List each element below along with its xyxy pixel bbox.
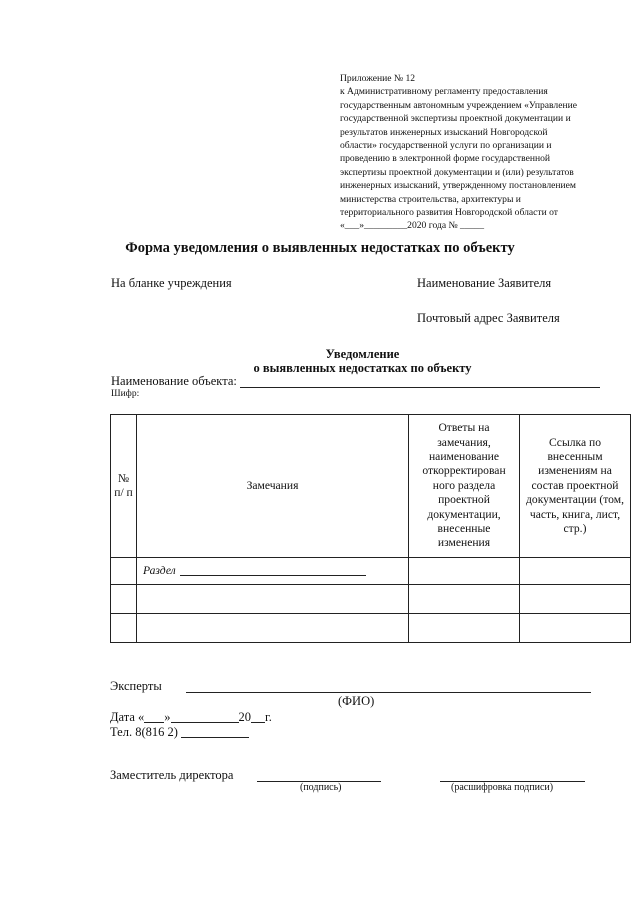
table-cell[interactable] bbox=[111, 558, 137, 585]
appendix-line: экспертизы проектной документации и (или) результатов bbox=[340, 166, 574, 178]
date-year-field[interactable] bbox=[251, 722, 265, 723]
appendix-line: инженерных изысканий, утвержденному постановлением bbox=[340, 180, 577, 192]
table-header-row bbox=[111, 415, 631, 558]
appendix-block bbox=[340, 72, 630, 233]
table-row bbox=[111, 614, 631, 643]
date-row bbox=[110, 710, 272, 725]
phone-row bbox=[110, 725, 249, 740]
fio-caption: (ФИО) bbox=[338, 694, 375, 708]
appendix-line: к Административному регламенту предоставления bbox=[340, 86, 548, 98]
remarks-table bbox=[110, 414, 631, 643]
form-title: Форма уведомления о выявленных недостатках по объекту bbox=[125, 240, 515, 256]
signature-caption: (подпись) bbox=[300, 782, 342, 793]
table-row bbox=[111, 585, 631, 614]
date-year: 20 bbox=[238, 710, 252, 724]
header-answers: Ответы на замечания, наименование откорректирован ного раздела проектной документации, внесенные изменения bbox=[409, 415, 520, 558]
appendix-line: «___»_________2020 года № _____ bbox=[340, 220, 485, 232]
date-day-field[interactable] bbox=[144, 722, 164, 723]
appendix-line: проведению в электронной форме государственной bbox=[340, 153, 551, 165]
appendix-line: министерства строительства, архитектуры и bbox=[340, 193, 521, 205]
appendix-line: государственной экспертизы проектной документации и bbox=[340, 113, 571, 125]
section-cell[interactable] bbox=[137, 558, 409, 585]
appendix-line: Приложение № 12 bbox=[340, 73, 416, 84]
letterhead-label: На бланке учреждения bbox=[111, 276, 232, 290]
appendix-line: результатов инженерных изысканий Новгородской bbox=[340, 126, 548, 138]
experts-label: Эксперты bbox=[110, 679, 162, 693]
header-number: № п/ п bbox=[111, 415, 137, 558]
experts-field[interactable] bbox=[186, 692, 591, 693]
cipher-label: Шифр: bbox=[111, 389, 140, 399]
object-name-label: Наименование объекта: bbox=[111, 374, 237, 388]
table-cell[interactable] bbox=[409, 585, 520, 614]
appendix-line: территориального развития Новгородской области от bbox=[340, 207, 558, 219]
object-name-field[interactable] bbox=[240, 387, 600, 388]
table-cell[interactable] bbox=[137, 585, 409, 614]
date-month-field[interactable] bbox=[171, 722, 239, 723]
section-label: Раздел bbox=[143, 563, 176, 577]
date-label: Дата « bbox=[110, 710, 145, 724]
table-cell[interactable] bbox=[137, 614, 409, 643]
applicant-address-label: Почтовый адрес Заявителя bbox=[417, 311, 560, 325]
appendix-line: области» государственной услуги по организации и bbox=[340, 140, 552, 152]
notice-subtitle: о выявленных недостатках по объекту bbox=[253, 361, 472, 375]
section-name-line bbox=[180, 575, 366, 576]
phone-field[interactable] bbox=[181, 737, 249, 738]
header-reference: Ссылка по внесенным изменениям на состав проектной документации (том, часть, книга, лист, стр.) bbox=[520, 415, 631, 558]
table-cell[interactable] bbox=[111, 585, 137, 614]
appendix-line: государственным автономным учреждением «Управление bbox=[340, 99, 577, 111]
table-cell[interactable] bbox=[520, 558, 631, 585]
date-end: г. bbox=[265, 710, 272, 724]
table-cell[interactable] bbox=[409, 614, 520, 643]
table-cell[interactable] bbox=[111, 614, 137, 643]
table-cell[interactable] bbox=[520, 614, 631, 643]
deputy-director-label: Заместитель директора bbox=[110, 768, 234, 782]
header-remarks: Замечания bbox=[137, 415, 409, 558]
phone-label: Тел. 8(816 2) bbox=[110, 725, 178, 739]
table-cell[interactable] bbox=[409, 558, 520, 585]
signature-decode-caption: (расшифровка подписи) bbox=[451, 782, 554, 793]
date-mid: » bbox=[164, 710, 171, 724]
applicant-name-label: Наименование Заявителя bbox=[417, 276, 552, 290]
notice-title: Уведомление bbox=[325, 347, 400, 361]
table-row bbox=[111, 558, 631, 585]
table-cell[interactable] bbox=[520, 585, 631, 614]
